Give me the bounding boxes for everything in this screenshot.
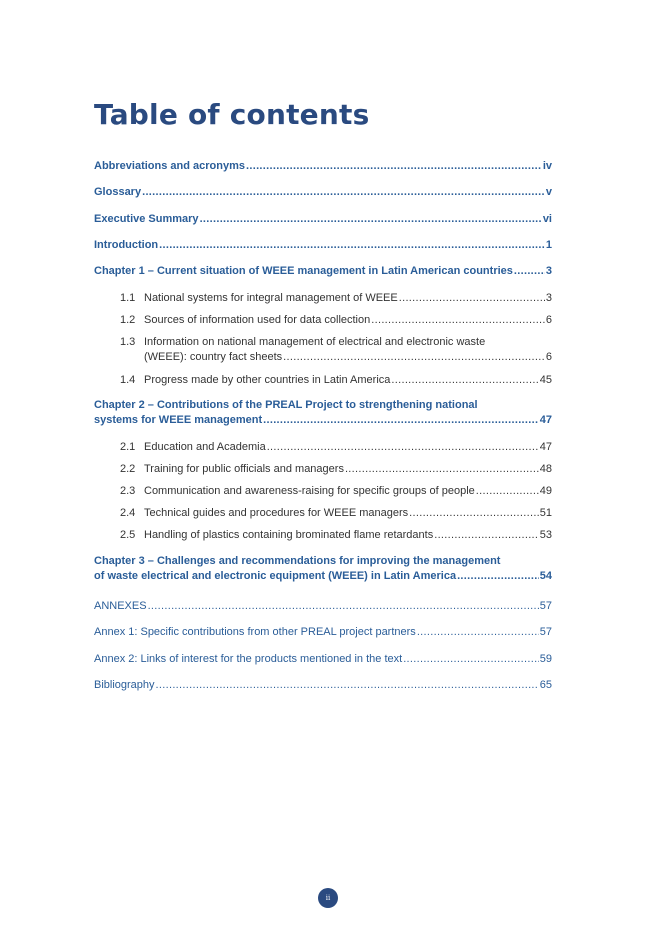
dot-leader [263, 413, 539, 428]
entry-title: Technical guides and procedures for WEEE managers [144, 507, 409, 519]
dot-leader [391, 373, 538, 388]
dot-leader [417, 625, 539, 640]
entry-title: Bibliography [94, 679, 155, 691]
entry-title: Abbreviations and acronyms [94, 160, 245, 172]
toc-entry-section-2-5[interactable] [120, 528, 552, 543]
entry-page: 51 [539, 507, 552, 519]
toc-entry-section-1-4[interactable] [120, 373, 552, 388]
entry-page: 65 [539, 679, 552, 691]
dot-leader [371, 313, 545, 328]
entry-title: National systems for integral management of WEEE [144, 292, 398, 304]
toc-entry-chapter-3[interactable] [94, 554, 552, 584]
dot-leader [476, 484, 539, 499]
page-title: Table of contents [94, 98, 370, 131]
dot-leader [267, 440, 539, 455]
toc-entry-section-2-4[interactable] [120, 506, 552, 521]
entry-title-line-1: Information on national management of electrical and electronic waste [144, 336, 486, 348]
toc-entry-chapter-2[interactable] [94, 398, 552, 428]
entry-page: 59 [539, 653, 552, 665]
page-number-badge: ii [318, 888, 338, 908]
entry-title: Introduction [94, 239, 159, 251]
toc-entry-annexes[interactable] [94, 599, 552, 614]
entry-page: 48 [539, 463, 552, 475]
entry-page: 3 [545, 292, 552, 304]
entry-page: 54 [539, 570, 552, 582]
dot-leader [457, 569, 539, 584]
entry-page: 53 [539, 529, 552, 541]
toc-entry-bibliography[interactable] [94, 678, 552, 693]
entry-page: iv [542, 160, 552, 172]
dot-leader [403, 652, 539, 667]
entry-title: Progress made by other countries in Latin America [144, 374, 391, 386]
section-number: 2.2 [120, 463, 136, 475]
entry-title: Annex 1: Specific contributions from other PREAL project partners [94, 626, 416, 638]
section-number: 2.4 [120, 507, 136, 519]
dot-leader [514, 264, 545, 279]
entry-page: 3 [545, 265, 552, 277]
section-number: 1.1 [120, 292, 136, 304]
section-number: 2.3 [120, 485, 136, 497]
toc-entry-section-1-2[interactable] [120, 313, 552, 328]
toc-entry-section-2-2[interactable] [120, 462, 552, 477]
entry-title: Education and Academia [144, 441, 266, 453]
entry-title: Glossary [94, 186, 142, 198]
entry-page: 47 [539, 414, 552, 426]
toc-entry-section-2-3[interactable] [120, 484, 552, 499]
entry-title-line-1: Chapter 2 – Contributions of the PREAL Project to strengthening national [94, 399, 478, 411]
entry-title: Communication and awareness-raising for specific groups of people [144, 485, 475, 497]
dot-leader [399, 291, 545, 306]
toc-entry-chapter-1[interactable] [94, 264, 552, 279]
toc-entry-annex-1[interactable] [94, 625, 552, 640]
toc-entry-annex-2[interactable] [94, 652, 552, 667]
entry-page: 6 [545, 314, 552, 326]
section-number: 1.4 [120, 374, 136, 386]
toc-entry-section-1-3[interactable] [120, 335, 552, 365]
toc-entry-introduction[interactable] [94, 238, 552, 253]
entry-page: 57 [539, 626, 552, 638]
dot-leader [246, 159, 542, 174]
section-number: 1.2 [120, 314, 136, 326]
dot-leader [409, 506, 539, 521]
entry-page: 45 [539, 374, 552, 386]
dot-leader [156, 678, 539, 693]
entry-page: vi [542, 213, 552, 225]
entry-page: 57 [539, 600, 552, 612]
entry-title: Training for public officials and managers [144, 463, 344, 475]
toc-entry-section-1-1[interactable] [120, 291, 552, 306]
entry-page: v [545, 186, 552, 198]
entry-page: 6 [545, 351, 552, 363]
toc-entry-executive-summary[interactable] [94, 212, 552, 227]
toc-entry-abbreviations[interactable] [94, 159, 552, 174]
section-number: 2.1 [120, 441, 136, 453]
entry-title: Annex 2: Links of interest for the products mentioned in the text [94, 653, 403, 665]
entry-title: of waste electrical and electronic equipment (WEEE) in Latin America [94, 570, 457, 582]
entry-title: ANNEXES [94, 600, 147, 612]
dot-leader [345, 462, 539, 477]
dot-leader [434, 528, 539, 543]
entry-title-line-1: Chapter 3 – Challenges and recommendations for improving the management [94, 555, 501, 567]
entry-title: Handling of plastics containing brominated flame retardants [144, 529, 434, 541]
toc-entry-glossary[interactable] [94, 185, 552, 200]
section-number: 2.5 [120, 529, 136, 541]
entry-title: Executive Summary [94, 213, 199, 225]
dot-leader [283, 350, 545, 365]
entry-title: Chapter 1 – Current situation of WEEE management in Latin American countries [94, 265, 513, 277]
entry-page: 47 [539, 441, 552, 453]
entry-title: (WEEE): country fact sheets [144, 351, 283, 363]
entry-title: systems for WEEE management [94, 414, 263, 426]
section-number: 1.3 [120, 336, 136, 348]
dot-leader [142, 185, 545, 200]
dot-leader [159, 238, 545, 253]
dot-leader [200, 212, 542, 227]
toc-entry-section-2-1[interactable] [120, 440, 552, 455]
entry-title: Sources of information used for data collection [144, 314, 371, 326]
dot-leader [148, 599, 539, 614]
entry-page: 49 [539, 485, 552, 497]
entry-page: 1 [545, 239, 552, 251]
